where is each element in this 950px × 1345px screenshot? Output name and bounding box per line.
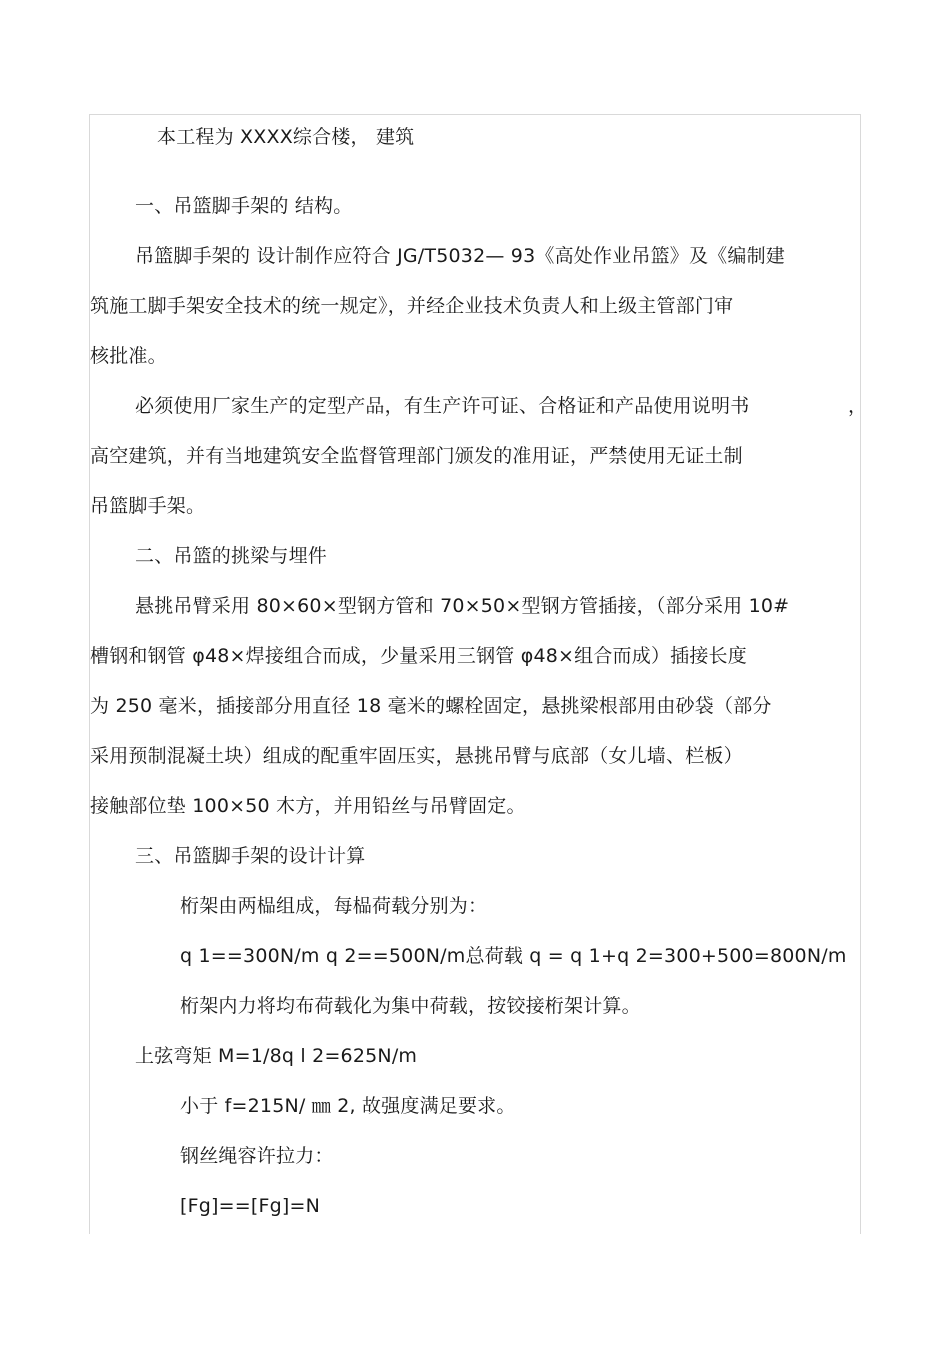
- calc-line: 钢丝绳容许拉力：: [180, 1145, 334, 1167]
- section-1-heading: 一、吊篮脚手架的 结构。: [135, 195, 353, 217]
- stray-comma: ，: [848, 395, 868, 417]
- paragraph-line: 悬挑吊臂采用 80×60×型钢方管和 70×50×型钢方管插接，（部分采用 10#: [135, 595, 790, 617]
- calc-line: 桁架内力将均布荷载化为集中荷载，按铰接桁架计算。: [180, 995, 641, 1017]
- paragraph-line: 吊篮脚手架。: [90, 495, 206, 517]
- paragraph-line: 采用预制混凝土块）组成的配重牢固压实，悬挑吊臂与底部（女儿墙、栏板）: [90, 745, 743, 767]
- paragraph-line: 核批准。: [90, 345, 167, 367]
- paragraph-line: 吊篮脚手架的 设计制作应符合 JG/T5032— 93《高处作业吊篮》及《编制建: [135, 245, 785, 267]
- calc-formula: q 1==300N/m q 2==500N/m总荷载 q = q 1+q 2=300+500=800N/m: [180, 945, 847, 967]
- section-3-heading: 三、吊篮脚手架的设计计算: [135, 845, 366, 867]
- paragraph-line: 筑施工脚手架安全技术的统一规定》，并经企业技术负责人和上级主管部门审: [90, 295, 734, 317]
- calc-formula: [Fg]==[Fg]=N: [180, 1195, 321, 1217]
- calc-line: 小于 f=215N/ ㎜ 2, 故强度满足要求。: [180, 1095, 516, 1117]
- calc-formula: 上弦弯矩 M=1/8q l 2=625N/m: [135, 1045, 418, 1067]
- intro-line: 本工程为 XXXX综合楼， 建筑: [157, 126, 415, 148]
- paragraph-line: 槽钢和钢管 φ48×焊接组合而成，少量采用三钢管 φ48×组合而成）插接长度: [90, 645, 747, 667]
- paragraph-line: 高空建筑，并有当地建筑安全监督管理部门颁发的准用证，严禁使用无证土制: [90, 445, 743, 467]
- section-2-heading: 二、吊篮的挑梁与埋件: [135, 545, 328, 567]
- calc-line: 桁架由两榀组成，每榀荷载分别为：: [180, 895, 488, 917]
- paragraph-line: 必须使用厂家生产的定型产品，有生产许可证、合格证和产品使用说明书: [135, 395, 750, 417]
- paragraph-line: 为 250 毫米，插接部分用直径 18 毫米的螺栓固定，悬挑梁根部用由砂袋（部分: [90, 695, 772, 717]
- paragraph-line: 接触部位垫 100×50 木方，并用铅丝与吊臂固定。: [90, 795, 526, 817]
